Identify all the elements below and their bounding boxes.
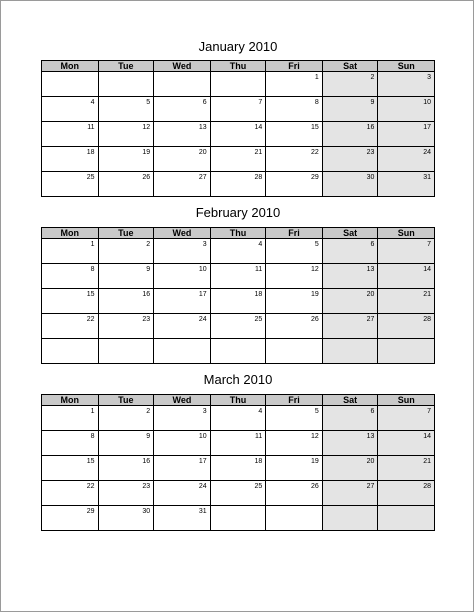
day-number: 16 [142, 291, 151, 298]
day-cell[interactable] [210, 406, 266, 431]
day-cell[interactable] [154, 239, 211, 264]
day-cell[interactable] [42, 172, 99, 197]
day-number: 16 [142, 458, 151, 465]
day-cell[interactable] [154, 481, 211, 506]
day-number: 31 [423, 174, 431, 181]
day-number: 10 [198, 433, 207, 440]
day-number: 22 [86, 316, 95, 323]
day-cell[interactable] [154, 314, 211, 339]
day-cell[interactable] [210, 147, 266, 172]
day-number: 30 [142, 508, 151, 515]
day-cell[interactable] [322, 431, 378, 456]
day-number: 7 [427, 408, 431, 415]
day-cell[interactable] [42, 97, 99, 122]
day-cell[interactable] [42, 456, 99, 481]
week-row [42, 406, 435, 431]
day-number: 21 [423, 458, 431, 465]
day-number: 15 [86, 458, 95, 465]
day-cell[interactable] [42, 481, 99, 506]
day-cell[interactable] [42, 289, 99, 314]
day-number: 10 [423, 99, 431, 106]
day-number [154, 72, 210, 73]
day-cell[interactable] [42, 122, 99, 147]
day-cell[interactable] [210, 481, 266, 506]
week-row [42, 481, 435, 506]
day-cell[interactable] [98, 122, 154, 147]
day-cell[interactable] [378, 339, 435, 364]
weekday-fri: Fri [266, 61, 323, 72]
weekday-header-row [42, 228, 435, 239]
day-cell[interactable] [378, 97, 435, 122]
day-number: 26 [311, 316, 319, 323]
weekday-mon: Mon [42, 395, 99, 406]
day-cell[interactable] [378, 314, 435, 339]
day-cell[interactable] [210, 314, 266, 339]
day-number: 12 [311, 433, 319, 440]
day-number: 22 [86, 483, 95, 490]
day-number: 13 [366, 433, 375, 440]
day-number: 9 [146, 266, 151, 273]
weekday-mon: Mon [42, 61, 99, 72]
day-number: 15 [86, 291, 95, 298]
day-cell[interactable] [322, 456, 378, 481]
day-cell[interactable] [98, 406, 154, 431]
day-cell[interactable] [322, 339, 378, 364]
day-cell[interactable] [322, 506, 378, 531]
day-cell[interactable] [98, 72, 154, 97]
day-cell[interactable] [154, 172, 211, 197]
day-cell[interactable] [98, 339, 154, 364]
day-cell[interactable] [266, 314, 323, 339]
day-cell[interactable] [210, 339, 266, 364]
day-number: 18 [86, 149, 95, 156]
day-cell[interactable] [266, 239, 323, 264]
day-cell[interactable] [378, 289, 435, 314]
day-number: 6 [202, 99, 207, 106]
day-cell[interactable] [98, 147, 154, 172]
weekday-tue: Tue [98, 61, 154, 72]
day-cell[interactable] [42, 339, 99, 364]
weekday-sun: Sun [378, 395, 435, 406]
day-number: 19 [311, 291, 319, 298]
day-cell[interactable] [154, 97, 211, 122]
day-number: 27 [366, 483, 375, 490]
day-cell[interactable] [266, 122, 323, 147]
day-number: 11 [87, 124, 95, 131]
day-number: 1 [90, 241, 95, 248]
weekday-sat: Sat [322, 61, 378, 72]
weekday-thu: Thu [210, 61, 266, 72]
day-cell[interactable] [154, 264, 211, 289]
day-number: 8 [90, 266, 95, 273]
day-cell[interactable] [210, 264, 266, 289]
day-cell[interactable] [98, 456, 154, 481]
week-row [42, 239, 435, 264]
weekday-fri: Fri [266, 395, 323, 406]
day-number: 18 [254, 458, 263, 465]
day-cell[interactable] [266, 481, 323, 506]
day-cell[interactable] [210, 172, 266, 197]
weekday-thu: Thu [210, 395, 266, 406]
day-cell[interactable] [322, 264, 378, 289]
day-cell[interactable] [210, 72, 266, 97]
day-cell[interactable] [322, 147, 378, 172]
day-cell[interactable] [42, 314, 99, 339]
day-number: 24 [198, 316, 207, 323]
weekday-mon: Mon [42, 228, 99, 239]
week-row [42, 456, 435, 481]
day-number: 31 [198, 508, 207, 515]
day-number: 12 [311, 266, 319, 273]
day-number: 25 [254, 316, 263, 323]
day-cell[interactable] [322, 314, 378, 339]
day-number: 12 [142, 124, 151, 131]
day-number: 1 [314, 74, 319, 81]
weekday-header-row [42, 61, 435, 72]
day-cell[interactable] [42, 239, 99, 264]
day-number [266, 339, 322, 340]
day-number: 15 [311, 124, 319, 131]
day-cell[interactable] [154, 147, 211, 172]
day-number [154, 339, 210, 340]
day-cell[interactable] [378, 147, 435, 172]
day-cell[interactable] [378, 506, 435, 531]
day-number: 24 [423, 149, 431, 156]
day-number: 1 [90, 408, 95, 415]
day-cell[interactable] [266, 506, 323, 531]
weekday-wed: Wed [154, 228, 211, 239]
day-cell[interactable] [98, 431, 154, 456]
day-number: 19 [142, 149, 151, 156]
day-number: 11 [254, 433, 263, 440]
day-cell[interactable] [210, 456, 266, 481]
day-number: 26 [142, 174, 151, 181]
day-cell[interactable] [98, 481, 154, 506]
month-title-march: March 2010 [203, 372, 273, 387]
day-cell[interactable] [378, 72, 435, 97]
day-number: 13 [366, 266, 375, 273]
day-number: 8 [90, 433, 95, 440]
day-cell[interactable] [266, 72, 323, 97]
day-cell[interactable] [154, 72, 211, 97]
weekday-sat: Sat [322, 395, 378, 406]
day-number: 14 [423, 266, 431, 273]
day-cell[interactable] [322, 289, 378, 314]
day-number [378, 339, 434, 340]
day-number [266, 506, 322, 507]
day-cell[interactable] [98, 314, 154, 339]
day-cell[interactable] [322, 97, 378, 122]
day-cell[interactable] [322, 239, 378, 264]
day-number: 19 [311, 458, 319, 465]
week-row [42, 97, 435, 122]
day-cell[interactable] [322, 122, 378, 147]
day-cell[interactable] [154, 456, 211, 481]
day-number: 10 [198, 266, 207, 273]
day-number: 25 [86, 174, 95, 181]
day-number: 16 [366, 124, 375, 131]
day-number: 3 [427, 74, 431, 81]
day-number: 28 [254, 174, 263, 181]
day-cell[interactable] [322, 72, 378, 97]
day-number [211, 72, 266, 73]
day-number: 28 [423, 483, 431, 490]
day-number [99, 339, 154, 340]
day-number: 25 [254, 483, 263, 490]
day-cell[interactable] [210, 289, 266, 314]
day-cell[interactable] [378, 264, 435, 289]
day-cell[interactable] [266, 97, 323, 122]
week-row [42, 72, 435, 97]
week-row [42, 172, 435, 197]
day-number: 17 [198, 291, 207, 298]
week-row [42, 339, 435, 364]
week-row [42, 289, 435, 314]
day-number [323, 506, 378, 507]
day-cell[interactable] [378, 431, 435, 456]
day-cell[interactable] [154, 289, 211, 314]
day-number: 20 [366, 291, 375, 298]
weekday-sun: Sun [378, 228, 435, 239]
day-number: 14 [423, 433, 431, 440]
weekday-tue: Tue [98, 228, 154, 239]
weekday-tue: Tue [98, 395, 154, 406]
day-cell[interactable] [266, 431, 323, 456]
month-title-february: February 2010 [195, 205, 281, 220]
day-number: 23 [142, 316, 151, 323]
day-number: 4 [258, 408, 263, 415]
day-number: 3 [202, 241, 207, 248]
day-cell[interactable] [378, 122, 435, 147]
day-number: 5 [146, 99, 151, 106]
day-number: 14 [254, 124, 263, 131]
weekday-wed: Wed [154, 61, 211, 72]
day-cell[interactable] [266, 264, 323, 289]
calendar-january [41, 60, 435, 197]
day-number: 28 [423, 316, 431, 323]
day-cell[interactable] [98, 264, 154, 289]
day-number: 2 [146, 241, 151, 248]
day-number: 6 [370, 408, 375, 415]
day-cell[interactable] [378, 172, 435, 197]
day-cell[interactable] [266, 339, 323, 364]
weekday-sat: Sat [322, 228, 378, 239]
day-number [42, 72, 98, 73]
day-cell[interactable] [266, 406, 323, 431]
day-cell[interactable] [322, 481, 378, 506]
day-number: 7 [258, 99, 263, 106]
day-number: 30 [366, 174, 375, 181]
day-number: 27 [366, 316, 375, 323]
week-row [42, 506, 435, 531]
day-cell[interactable] [210, 506, 266, 531]
day-cell[interactable] [154, 431, 211, 456]
weekday-header-row [42, 395, 435, 406]
day-number: 29 [311, 174, 319, 181]
day-number: 23 [142, 483, 151, 490]
day-cell[interactable] [42, 506, 99, 531]
day-number: 20 [366, 458, 375, 465]
day-number: 17 [423, 124, 431, 131]
day-number [99, 72, 154, 73]
day-cell[interactable] [98, 172, 154, 197]
day-number: 3 [202, 408, 207, 415]
day-number: 13 [198, 124, 207, 131]
day-cell[interactable] [210, 97, 266, 122]
day-cell[interactable] [42, 72, 99, 97]
day-number: 17 [198, 458, 207, 465]
weekday-sun: Sun [378, 61, 435, 72]
day-number: 21 [254, 149, 263, 156]
day-cell[interactable] [378, 456, 435, 481]
day-cell[interactable] [154, 122, 211, 147]
day-number: 21 [423, 291, 431, 298]
day-number: 20 [198, 149, 207, 156]
day-cell[interactable] [378, 239, 435, 264]
day-number: 23 [366, 149, 375, 156]
day-cell[interactable] [98, 506, 154, 531]
day-cell[interactable] [266, 456, 323, 481]
day-number [211, 506, 266, 507]
day-number [323, 339, 378, 340]
day-cell[interactable] [210, 239, 266, 264]
day-number: 11 [254, 266, 263, 273]
day-number: 9 [146, 433, 151, 440]
day-number: 2 [370, 74, 375, 81]
month-title-january: January 2010 [198, 39, 278, 54]
week-row [42, 314, 435, 339]
day-number: 9 [370, 99, 375, 106]
day-cell[interactable] [210, 431, 266, 456]
day-cell[interactable] [98, 239, 154, 264]
day-cell[interactable] [154, 506, 211, 531]
day-cell[interactable] [322, 406, 378, 431]
day-cell[interactable] [266, 147, 323, 172]
day-number [378, 506, 434, 507]
day-cell[interactable] [42, 431, 99, 456]
day-number: 8 [314, 99, 319, 106]
day-cell[interactable] [210, 122, 266, 147]
day-number [211, 339, 266, 340]
day-cell[interactable] [154, 339, 211, 364]
day-cell[interactable] [266, 172, 323, 197]
day-cell[interactable] [98, 97, 154, 122]
weekday-wed: Wed [154, 395, 211, 406]
week-row [42, 431, 435, 456]
day-number: 18 [254, 291, 263, 298]
day-number: 5 [314, 241, 319, 248]
weekday-thu: Thu [210, 228, 266, 239]
day-number [42, 339, 98, 340]
day-cell[interactable] [154, 406, 211, 431]
day-cell[interactable] [42, 264, 99, 289]
calendar-march [41, 394, 435, 531]
day-cell[interactable] [42, 406, 99, 431]
day-cell[interactable] [322, 172, 378, 197]
day-cell[interactable] [266, 289, 323, 314]
calendar-february [41, 227, 435, 364]
day-number: 2 [146, 408, 151, 415]
day-cell[interactable] [98, 289, 154, 314]
day-number: 27 [198, 174, 207, 181]
week-row [42, 147, 435, 172]
day-number: 29 [86, 508, 95, 515]
week-row [42, 122, 435, 147]
day-number: 26 [311, 483, 319, 490]
week-row [42, 264, 435, 289]
day-number: 24 [198, 483, 207, 490]
weekday-fri: Fri [266, 228, 323, 239]
day-cell[interactable] [378, 481, 435, 506]
day-number: 4 [258, 241, 263, 248]
day-number: 4 [90, 99, 95, 106]
day-cell[interactable] [378, 406, 435, 431]
day-number: 22 [311, 149, 319, 156]
day-number: 5 [314, 408, 319, 415]
day-cell[interactable] [42, 147, 99, 172]
day-number: 7 [427, 241, 431, 248]
day-number: 6 [370, 241, 375, 248]
